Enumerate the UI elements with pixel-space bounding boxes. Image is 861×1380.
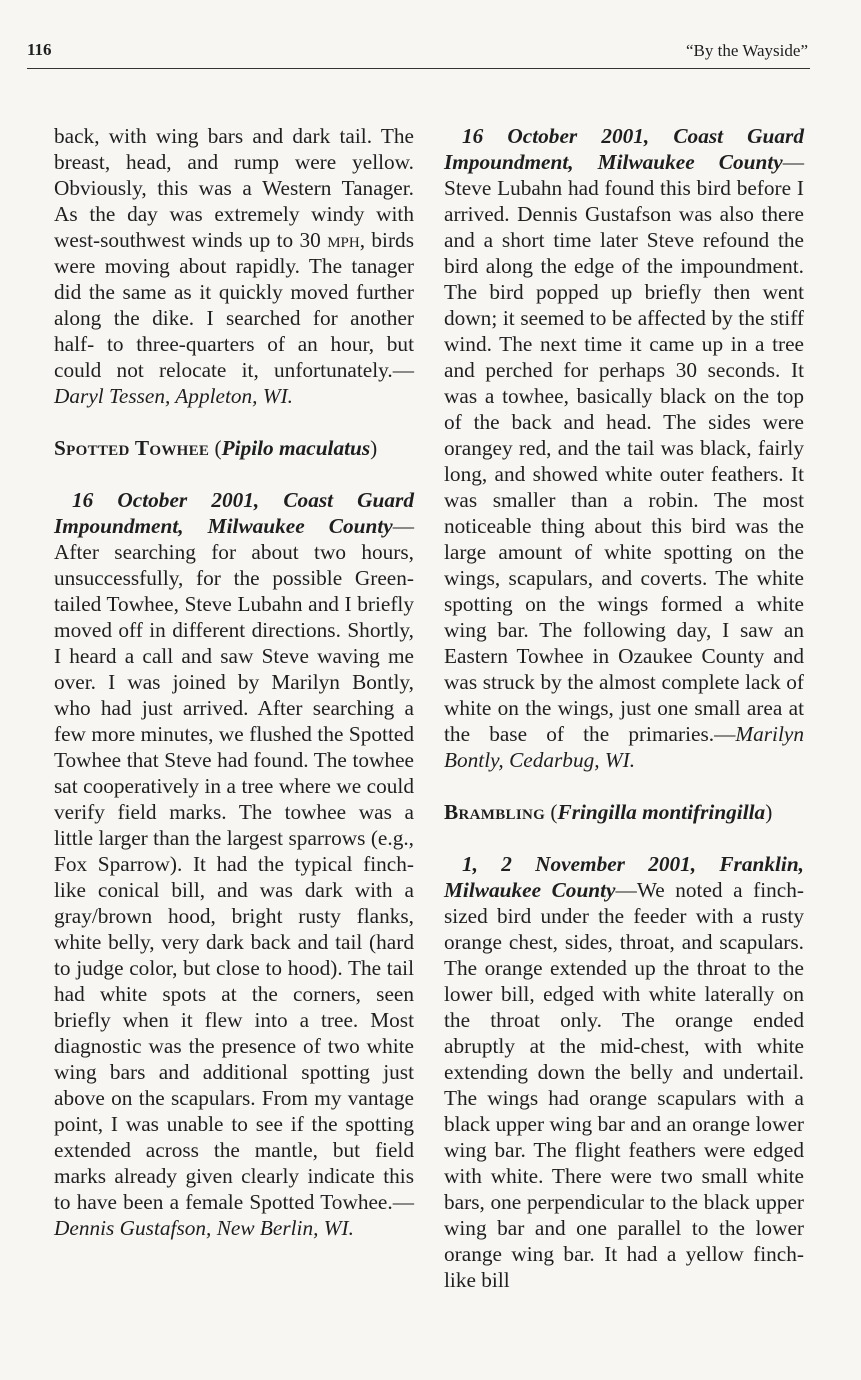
right-column [444,123,804,1293]
species-common-name: Brambling [444,800,546,824]
entry-dateline: 16 October 2001, Coast Guard Impoundment, Milwaukee County [444,124,804,174]
entry-dateline: 16 October 2001, Coast Guard Impoundment, Milwaukee County [54,488,414,538]
page-number: 116 [27,40,52,59]
species-scientific-name: Pipilo maculatus [221,436,371,460]
entry-text: —We noted a finch-sized bird under the feeder with a rusty orange chest, sides, throat, and scapulars. The orange extended up the throat to the lower bill, edged with white laterally on the throat only. The orange ended abruptly at the mid-chest, with white extending down the belly and undertail. The wings had orange scapulars with a black upper wing bar and an orange lower wing bar. The flight feathers were edged with white. There were two small white bars, one perpendicular to the black upper wing bar and one parallel to the lower orange wing bar. It had a yellow finch-like bill [444,878,804,1292]
entry-text: —Steve Lubahn had found this bird before I arrived. Dennis Gustafson was also there and a short time later Steve refound the bird along the edge of the impoundment. The bird popped up briefly then went down; it seemed to be affected by the stiff wind. The next time it came up in a tree and perched for perhaps 30 seconds. It was a towhee, basically black on the top of the back and head. The sides were orangey red, and the tail was black, fairly long, and showed white outer feathers. It was smaller than a robin. The most noticeable thing about this bird was the large amount of white spotting on the wings, scapulars, and coverts. The white spotting on the wings formed a white wing bar. The following day, I saw an Eastern Towhee in Ozaukee County and was struck by the almost complete lack of white on the wings, just one small area at the base of the primaries.— [444,150,804,746]
species-heading: Spotted Towhee (Pipilo maculatus) [54,436,378,460]
observer-signature: Dennis Gustafson, New Berlin, WI. [54,1216,354,1240]
sighting-entry [444,851,804,1293]
page-header [27,40,810,69]
running-title: “By the Wayside” [685,41,808,60]
sighting-entry [444,123,804,773]
observer-signature: Marilyn Bontly, Cedarbug, WI. [444,722,804,772]
mph-unit: mph [327,228,360,252]
entry-text: —After searching for about two hours, unsuccessfully, for the possible Green-tailed Towhee, Steve Lubahn and I briefly moved off in different directions. Shortly, I heard a call and saw Steve waving me over. I was joined by Marilyn Bontly, who had just arrived. After searching a few more minutes, we flushed the Spotted Towhee that Steve had found. The towhee sat cooperatively in a tree where we could verify field marks. The towhee was a little larger than the largest sparrows (e.g., Fox Sparrow). It had the typical finch-like conical bill, and was dark with a gray/brown hood, bright rusty flanks, white belly, very dark back and tail (hard to judge color, but close to hood). The tail had white spots at the corners, seen briefly when it flew into a tree. Most diagnostic was the presence of two white wing bars and additional spotting just above on the scapulars. From my vantage point, I was unable to see if the spotting extended across the mantle, but field marks already given clearly indicate this to have been a female Spotted Towhee.— [54,514,414,1214]
observer-signature: Daryl Tessen, Appleton, WI. [54,384,293,408]
continued-paragraph: back, with wing bars and dark tail. The breast, head, and rump were yellow. Obviously, this was a Western Tanager. As the day was extremely windy with west-southwest winds up to 30 mph, birds were moving about rapidly. The tanager did the same as it quickly moved further along the dike. I searched for another half- to three-quarters of an hour, but could not relocate it, unfortunately.—Daryl Tessen, Appleton, WI. [54,124,414,408]
left-column [54,123,414,1241]
sighting-entry [54,487,414,1241]
species-common-name: Spotted Towhee [54,436,210,460]
entry-dateline: 1, 2 November 2001, Franklin, Milwaukee County [444,852,804,902]
species-scientific-name: Fringilla montifringilla [557,800,766,824]
species-heading: Brambling (Fringilla montifringilla) [444,800,773,824]
